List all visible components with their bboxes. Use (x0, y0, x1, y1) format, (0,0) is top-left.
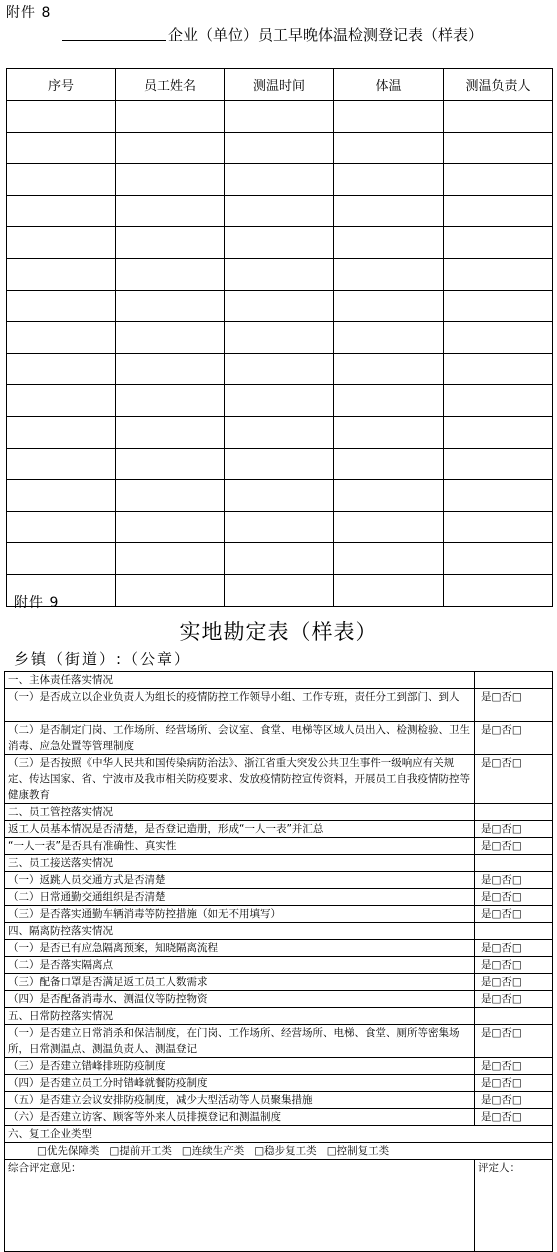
table-cell[interactable] (334, 480, 444, 512)
yes-no-checkbox[interactable]: 是□否□ (475, 838, 553, 855)
check-item-row (5, 838, 553, 855)
table-cell[interactable] (334, 511, 444, 543)
col-header-time: 测温时间 (225, 69, 334, 101)
check-item-row (5, 1075, 553, 1092)
check-item: 返工人员基本情况是否清楚，是否登记造册，形成“一人一表”并汇总 (5, 821, 475, 838)
table-cell[interactable] (116, 195, 225, 227)
type-option-checkbox[interactable]: □稳步复工类 (254, 1145, 317, 1157)
yes-no-checkbox[interactable]: 是□否□ (475, 755, 553, 804)
comment-label[interactable]: 综合评定意见： (5, 1160, 475, 1252)
annex8-title: 企业（单位）员工早晚体温检测登记表（样表） (168, 26, 484, 44)
yes-no-checkbox[interactable]: 是□否□ (475, 957, 553, 974)
check-item-row (5, 821, 553, 838)
table-cell[interactable] (334, 322, 444, 354)
check-item: （二）是否制定门岗、工作场所、经营场所、会议室、食堂、电梯等区域人员出入、检测检验、卫生消毒、应急处置等管理制度 (5, 722, 475, 755)
table-cell[interactable] (444, 480, 553, 512)
check-item: （三）是否落实通勤车辆消毒等防控措施（如无不用填写） (5, 906, 475, 923)
check-item-row (5, 1058, 553, 1075)
table-row (7, 511, 553, 543)
section-heading-row (5, 672, 553, 689)
check-item: （三）是否按照《中华人民共和国传染病防治法》、浙江省重大突发公共卫生事件一级响应有关规定、传达国家、省、宁波市及我市相关防疫要求、发放疫情防控宣传资料，开展员工自我疫情防控等健康教育 (5, 755, 475, 804)
table-cell[interactable] (334, 164, 444, 196)
check-item: （六）是否建立访客、顾客等外来人员排摸登记和测温制度 (5, 1109, 475, 1126)
yes-no-checkbox[interactable]: 是□否□ (475, 1025, 553, 1058)
table-cell[interactable] (7, 195, 116, 227)
check-item-row (5, 991, 553, 1008)
check-item-row (5, 974, 553, 991)
col-header-temp: 体温 (334, 69, 444, 101)
table-cell[interactable] (7, 416, 116, 448)
check-item-row (5, 906, 553, 923)
table-row (7, 290, 553, 322)
table-cell[interactable] (444, 416, 553, 448)
answer-cell (475, 855, 553, 872)
table-cell[interactable] (116, 101, 225, 133)
section-heading: 三、员工接送落实情况 (5, 855, 475, 872)
table-cell[interactable] (225, 385, 334, 417)
table-cell[interactable] (444, 195, 553, 227)
table-cell[interactable] (444, 448, 553, 480)
table-cell[interactable] (116, 480, 225, 512)
table-cell[interactable] (334, 574, 444, 606)
title-blank-line (62, 40, 166, 41)
table-row (7, 480, 553, 512)
yes-no-checkbox[interactable]: 是□否□ (475, 689, 553, 722)
check-item-row (5, 957, 553, 974)
table-cell[interactable] (334, 132, 444, 164)
table-cell[interactable] (225, 227, 334, 259)
table-row (7, 195, 553, 227)
check-item: （四）是否建立员工分时错峰就餐防疫制度 (5, 1075, 475, 1092)
table-cell[interactable] (116, 353, 225, 385)
check-item: （一）是否建立日常消杀和保洁制度，在门岗、工作场所、经营场所、电梯、食堂、厕所等密集场所，日常测温点、测温负责人、测温登记 (5, 1025, 475, 1058)
table-cell[interactable] (7, 448, 116, 480)
table-cell[interactable] (444, 353, 553, 385)
table-cell[interactable] (334, 543, 444, 575)
section-heading-row (5, 923, 553, 940)
table-cell[interactable] (116, 322, 225, 354)
table-cell[interactable] (225, 132, 334, 164)
check-item: （四）是否配备消毒水、测温仪等防控物资 (5, 991, 475, 1008)
check-item: （五）是否建立会议安排防疫制度，减少大型活动等人员聚集措施 (5, 1092, 475, 1109)
table-cell[interactable] (7, 101, 116, 133)
table-cell[interactable] (444, 385, 553, 417)
table-cell[interactable] (334, 416, 444, 448)
check-item-row (5, 755, 553, 804)
table-row (7, 322, 553, 354)
table-cell[interactable] (7, 258, 116, 290)
table-cell[interactable] (7, 543, 116, 575)
check-item: （一）返跳人员交通方式是否清楚 (5, 872, 475, 889)
table-cell[interactable] (444, 101, 553, 133)
table-cell[interactable] (444, 574, 553, 606)
section-heading-row (5, 855, 553, 872)
yes-no-checkbox[interactable]: 是□否□ (475, 722, 553, 755)
yes-no-checkbox[interactable]: 是□否□ (475, 940, 553, 957)
annex8-label: 附件 8 (6, 5, 52, 21)
answer-cell (475, 1008, 553, 1025)
judge-label[interactable]: 评定人： (475, 1160, 553, 1252)
temperature-log-table (6, 68, 553, 607)
table-cell[interactable] (225, 195, 334, 227)
table-cell[interactable] (116, 164, 225, 196)
table-cell[interactable] (7, 353, 116, 385)
yes-no-checkbox[interactable]: 是□否□ (475, 889, 553, 906)
table-cell[interactable] (116, 448, 225, 480)
table-cell[interactable] (334, 385, 444, 417)
table-cell[interactable] (334, 448, 444, 480)
check-item: （一）是否已有应急隔离预案，知晓隔离流程 (5, 940, 475, 957)
section-heading: 六、复工企业类型 (5, 1126, 553, 1143)
table-cell[interactable] (444, 227, 553, 259)
table-row (7, 227, 553, 259)
table-row (7, 164, 553, 196)
check-item-row (5, 1109, 553, 1126)
table-cell[interactable] (444, 258, 553, 290)
type-option-checkbox[interactable]: □控制复工类 (326, 1145, 390, 1157)
section-heading-row (5, 1008, 553, 1025)
yes-no-checkbox[interactable]: 是□否□ (475, 974, 553, 991)
table-row (7, 448, 553, 480)
type-option-checkbox[interactable]: □连续生产类 (181, 1145, 245, 1157)
table-cell[interactable] (225, 164, 334, 196)
table-cell[interactable] (444, 511, 553, 543)
table-cell[interactable] (334, 290, 444, 322)
table-cell[interactable] (334, 227, 444, 259)
check-item-row (5, 1025, 553, 1058)
check-item: （一）是否成立以企业负责人为组长的疫情防控工作领导小组、工作专班，责任分工到部门、到人 (5, 689, 475, 722)
table-cell[interactable] (444, 164, 553, 196)
type-options-row (5, 1143, 553, 1160)
check-item: （三）配备口罩是否满足返工员工人数需求 (5, 974, 475, 991)
table-cell[interactable] (225, 574, 334, 606)
table-cell[interactable] (225, 101, 334, 133)
check-item: （三）是否建立错峰排班防疫制度 (5, 1058, 475, 1075)
table-cell[interactable] (116, 385, 225, 417)
table-cell[interactable] (225, 448, 334, 480)
table-cell[interactable] (116, 227, 225, 259)
check-item: （二）是否落实隔离点 (5, 957, 475, 974)
yes-no-checkbox[interactable]: 是□否□ (475, 1058, 553, 1075)
table-cell[interactable] (116, 132, 225, 164)
answer-cell (475, 672, 553, 689)
table-row (7, 543, 553, 575)
table-cell[interactable] (7, 132, 116, 164)
check-item-row (5, 872, 553, 889)
section-heading: 五、日常防控落实情况 (5, 1008, 475, 1025)
table-cell[interactable] (7, 322, 116, 354)
table-cell[interactable] (334, 258, 444, 290)
table-row (7, 258, 553, 290)
check-item: （二）日常通勤交通组织是否清楚 (5, 889, 475, 906)
section-heading-row (5, 804, 553, 821)
table-cell[interactable] (7, 385, 116, 417)
col-header-responsible: 测温负责人 (444, 69, 553, 101)
town-seal-line: 乡镇（街道）:（公章） (14, 650, 192, 668)
table-cell[interactable] (7, 227, 116, 259)
table-cell[interactable] (225, 290, 334, 322)
section-heading: 二、员工管控落实情况 (5, 804, 475, 821)
table-cell[interactable] (116, 543, 225, 575)
table-cell[interactable] (225, 480, 334, 512)
yes-no-checkbox[interactable]: 是□否□ (475, 991, 553, 1008)
table-cell[interactable] (7, 480, 116, 512)
check-item-row (5, 1092, 553, 1109)
yes-no-checkbox[interactable]: 是□否□ (475, 821, 553, 838)
table-cell[interactable] (225, 511, 334, 543)
type-options (5, 1143, 553, 1160)
yes-no-checkbox[interactable]: 是□否□ (475, 906, 553, 923)
table-cell[interactable] (334, 353, 444, 385)
table-cell[interactable] (444, 132, 553, 164)
table-cell[interactable] (225, 543, 334, 575)
table-row (7, 574, 553, 606)
table-cell[interactable] (444, 543, 553, 575)
table-row (7, 353, 553, 385)
table-header-row (7, 69, 553, 101)
table-cell[interactable] (334, 195, 444, 227)
table-cell[interactable] (225, 353, 334, 385)
yes-no-checkbox[interactable]: 是□否□ (475, 1109, 553, 1126)
table-cell[interactable] (7, 290, 116, 322)
table-cell[interactable] (444, 290, 553, 322)
table-cell[interactable] (116, 416, 225, 448)
table-row (7, 132, 553, 164)
type-option-checkbox[interactable]: □提前开工类 (109, 1145, 172, 1157)
check-item-row (5, 889, 553, 906)
table-row (7, 101, 553, 133)
table-row (7, 385, 553, 417)
table-cell[interactable] (116, 574, 225, 606)
annex9-label: 附件 9 (14, 595, 60, 611)
section-heading-row (5, 1126, 553, 1143)
check-item-row (5, 689, 553, 722)
table-cell[interactable] (334, 101, 444, 133)
table-cell[interactable] (225, 322, 334, 354)
answer-cell (475, 923, 553, 940)
table-cell[interactable] (116, 290, 225, 322)
yes-no-checkbox[interactable]: 是□否□ (475, 872, 553, 889)
table-cell[interactable] (225, 258, 334, 290)
check-item: “一人一表”是否具有准确性、真实性 (5, 838, 475, 855)
table-cell[interactable] (116, 258, 225, 290)
col-header-name: 员工姓名 (116, 69, 225, 101)
table-cell[interactable] (7, 164, 116, 196)
yes-no-checkbox[interactable]: 是□否□ (475, 1075, 553, 1092)
table-cell[interactable] (444, 322, 553, 354)
col-header-index: 序号 (7, 69, 116, 101)
table-cell[interactable] (7, 511, 116, 543)
table-row (7, 416, 553, 448)
inspection-table (4, 671, 553, 1252)
comment-row (5, 1160, 553, 1252)
check-item-row (5, 722, 553, 755)
section-heading: 一、主体责任落实情况 (5, 672, 475, 689)
section-heading: 四、隔离防控落实情况 (5, 923, 475, 940)
table-cell[interactable] (116, 511, 225, 543)
type-option-checkbox[interactable]: □优先保障类 (37, 1145, 100, 1157)
table-cell[interactable] (225, 416, 334, 448)
yes-no-checkbox[interactable]: 是□否□ (475, 1092, 553, 1109)
answer-cell (475, 804, 553, 821)
annex9-title: 实地勘定表（样表） (179, 620, 378, 644)
check-item-row (5, 940, 553, 957)
